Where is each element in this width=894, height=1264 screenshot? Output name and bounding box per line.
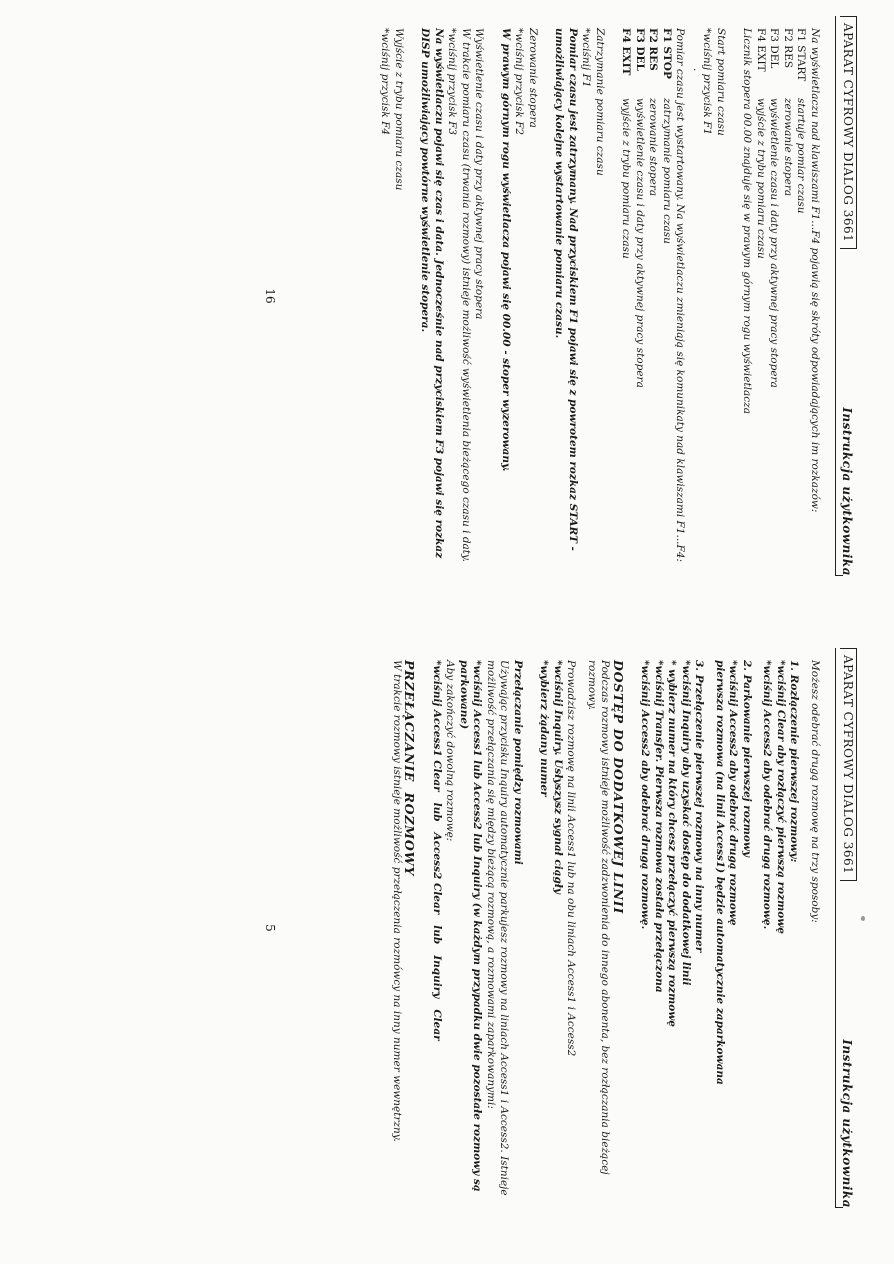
step-text: *wciśnij F1 xyxy=(580,28,593,88)
header-title: APARAT CYFROWY DIALOG 3661 xyxy=(840,648,857,881)
key-row xyxy=(619,28,633,576)
key-label: F2 RES xyxy=(647,28,660,71)
method-title: 3. Przełączenie pierwszej rozmowy na inny numer xyxy=(693,660,706,953)
section-heading: Zerowanie stopera xyxy=(527,28,539,128)
key-label: F4 EXIT xyxy=(755,28,767,72)
body-text: W trakcie rozmowy istnieje możliwość przełączenia rozmówcy na inny numer wewnętrzny. xyxy=(391,660,403,1142)
step-text: *wciśnij Access1 lub Access2 lub Inquiry (w każdym przypadku dwie pozostałe rozmowy są parkowane) xyxy=(458,660,484,1192)
counter-text: Licznik stopera 00.00 znajduje się w prawym górnym rogu wyświetlacza xyxy=(741,28,754,414)
key-row xyxy=(633,28,647,576)
key-label: F1 STOP xyxy=(661,28,673,79)
key-desc: wyjście z trybu pomiaru czasu xyxy=(755,98,767,259)
header-rule xyxy=(835,648,836,1208)
step-text: *wybierz żądany numer xyxy=(538,660,551,797)
step-text: pierwsza rozmowa (na linii Access1) będzie automatycznie zaparkowana xyxy=(714,660,726,1085)
key-row xyxy=(754,28,768,576)
key-row xyxy=(794,28,808,576)
body-text: Na wyświetlaczu pojawi się czas i data. Jednocześnie nad przyciskiem F3 pojawi się rozkaz DISP umożliwiający powtórne wyświetlenie stopera. xyxy=(419,28,445,559)
page-body xyxy=(390,660,822,1208)
body-text: Używając przycisku Inquiry automatycznie parkujesz rozmowy na liniach Access1 i Access2. Istnieje możliwość przełączania się między bieżącą rozmową, a rozmowami zaparkowanymi: xyxy=(485,660,511,1196)
subsection-heading: Przełączanie pomiędzy rozmowami xyxy=(512,660,524,865)
section-heading: Zatrzymanie pomiaru czasu xyxy=(594,28,606,176)
page-number: 16 xyxy=(263,288,277,304)
section-heading: Wyświetlenie czasu i daty przy aktywnej pracy stopera xyxy=(473,28,486,320)
section-heading: PRZEŁĄCZANIE ROZMOWY xyxy=(402,660,418,877)
key-label: F1 START xyxy=(795,28,808,82)
key-desc: zatrzymanie pomiaru czasu xyxy=(661,98,673,244)
section-heading: Start pomiaru czasu xyxy=(715,28,727,136)
header-tick xyxy=(835,575,843,576)
body-text: W prawym górnym rogu wyświetlacza pojawi się 00.00 - stoper wyzerowany. xyxy=(500,28,512,472)
key-desc: wyjście z trybu pomiaru czasu xyxy=(620,98,633,259)
page-5-content xyxy=(17,648,877,1248)
section-heading: Wyjście z trybu pomiaru czasu xyxy=(393,28,405,191)
body-text: W trakcie pomiaru czasu (trwania rozmowy) istnieje możliwość wyświetlenia bieżącego czasu i daty. xyxy=(460,28,472,562)
page-header xyxy=(835,16,857,576)
header-subtitle: Instrukcja użytkownika xyxy=(840,407,854,576)
page-5 xyxy=(0,632,894,1264)
method-title: 2. Parkowanie pierwszej rozmowy xyxy=(741,660,753,857)
key-row xyxy=(767,28,781,576)
key-label: F3 DEL xyxy=(634,28,646,71)
key-label: F3 DEL xyxy=(768,28,781,69)
step-text: * wybierz numer na który chcesz przełączyć pierwszą rozmowę xyxy=(666,660,679,1027)
page-header xyxy=(835,648,857,1208)
intro-text: Na wyświetlaczu nad klawiszami F1...F4 pojawią się skróty odpowiadających im rozkazów: xyxy=(809,28,821,513)
body-text: Podczas rozmowy istnieje możliwość zadzwonienia do innego abonenta, bez rozłączania bieżącej rozmowy. xyxy=(586,660,612,1175)
dot-mark: · xyxy=(688,68,700,72)
intro-text: Możesz odebrać drugą rozmowę na trzy sposoby: xyxy=(809,660,821,923)
page-16-content xyxy=(17,16,877,616)
key-label: F2 RES xyxy=(782,28,794,69)
step-text: *wciśnij przycisk F4 xyxy=(379,28,392,136)
page-body xyxy=(378,28,821,576)
body-text: Pomiar czasu jest zatrzymany. Nad przyciskiem F1 pojawi się z powrotem rozkaz START - umożliwiający kolejne wystartowanie pomiaru czasu. xyxy=(553,28,579,551)
step-text: *wciśnij przycisk F2 xyxy=(513,28,526,136)
method-title: 1. Rozłączenie pierwszej rozmowy: xyxy=(788,660,801,863)
key-row xyxy=(781,28,795,576)
step-text: *wciśnij Access2 aby odebrać drugą rozmowę. xyxy=(761,660,774,930)
step-text: *wciśnij przycisk F1 xyxy=(701,28,714,136)
key-desc: wyświetlenie czasu i daty przy aktywnej pracy stopera xyxy=(768,98,781,388)
header-rule xyxy=(835,16,836,576)
ink-smudge xyxy=(861,916,865,921)
step-text: *wciśnij Access2 aby odebrać drugą rozmowę. xyxy=(639,660,652,930)
header-tick xyxy=(835,1207,843,1208)
key-desc: zerowanie stopera xyxy=(647,98,660,197)
step-text: *wciśnij Access1 Clear lub Access2 Clear lub Inquiry Clear xyxy=(431,660,443,1041)
key-row xyxy=(646,28,660,576)
step-text: *wciśnij Access2 aby odebrać drugą rozmowę xyxy=(727,660,740,926)
key-row xyxy=(660,28,674,576)
body-text: Aby zakończyć dowolną rozmowę: xyxy=(444,660,457,842)
key-label: F4 EXIT xyxy=(620,28,633,76)
step-text: *wciśnij Clear aby rozłączyć pierwszą rozmowę xyxy=(775,660,787,934)
key-desc: zerowanie stopera xyxy=(782,98,794,197)
key-desc: startuje pomiar czasu xyxy=(795,98,808,214)
section-heading: DOSTĘP DO DODATKOWEJ LINII xyxy=(611,660,626,915)
step-text: *wciśnij Inquiry. Usłyszysz sygnał ciągły xyxy=(552,660,564,895)
header-title: APARAT CYFROWY DIALOG 3661 xyxy=(840,16,857,249)
step-text: *wciśnij przycisk F3 xyxy=(446,28,459,136)
step-text: *wciśnij Inquiry aby uzyskać dostęp do dodatkowej linii xyxy=(680,660,692,986)
page-number: 5 xyxy=(263,924,277,932)
measure-text: Pomiar czasu jest wystartowany. Na wyświetlaczu zmieniają się komunikaty nad klawiszami F1...F4: xyxy=(674,28,687,562)
body-text: Prowadzisz rozmowę na linii Access1 lub na obu liniach Access1 i Access2 xyxy=(565,660,578,1057)
header-subtitle: Instrukcja użytkownika xyxy=(840,1039,854,1208)
key-desc: wyświetlenie czasu i daty przy aktywnej pracy stopera xyxy=(634,98,646,388)
step-text: *wciśnij Transfer. Pierwsza rozmowa została przełączona xyxy=(653,660,665,993)
